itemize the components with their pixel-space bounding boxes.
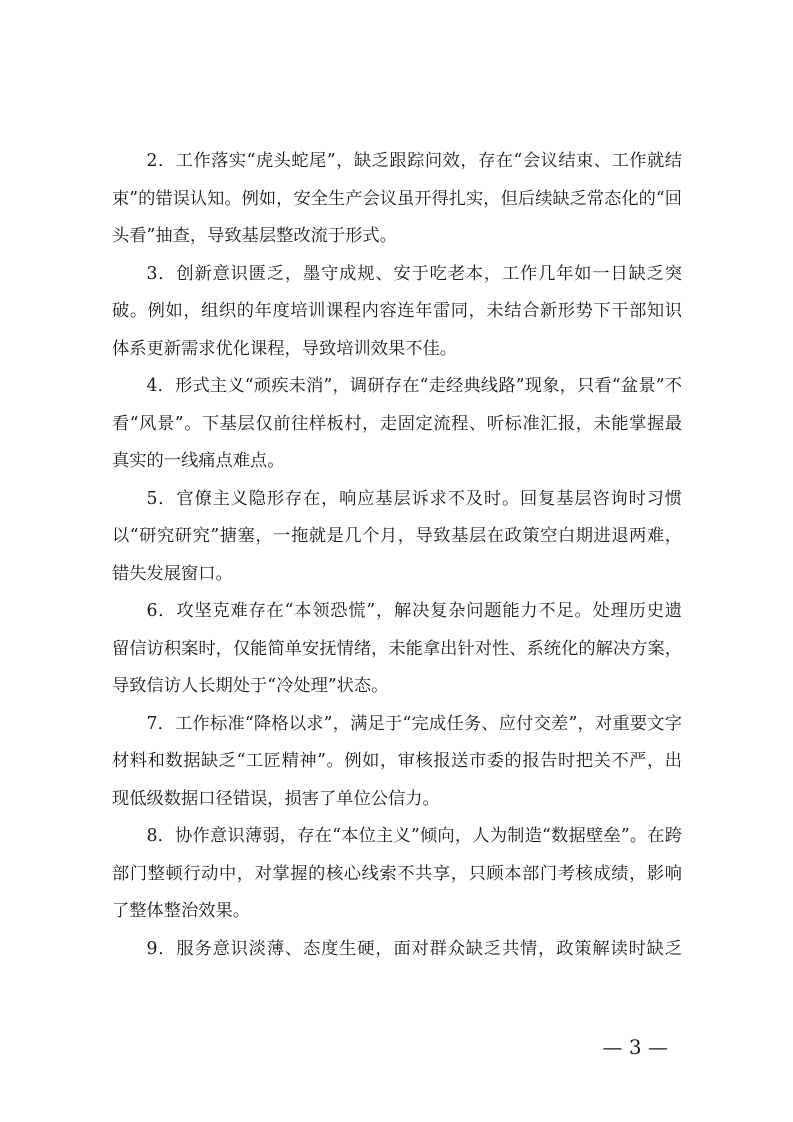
paragraph-line: 导致信访人长期处于“冷处理”状态。 bbox=[112, 676, 389, 696]
paragraph-line: 5．官僚主义隐形存在，响应基层诉求不及时。回复基层咨询时习惯 bbox=[146, 488, 682, 509]
paragraph-line: 4．形式主义“顽疾未消”，调研存在“走经典线路”现象，只看“盆景”不 bbox=[146, 376, 682, 396]
paragraph-line: 真实的一线痛点难点。 bbox=[112, 451, 285, 471]
paragraph-line: 体系更新需求优化课程，导致培训效果不佳。 bbox=[112, 338, 458, 359]
paragraph-line: 头看”抽查，导致基层整改流于形式。 bbox=[112, 226, 397, 246]
page-number: — 3 — bbox=[602, 1035, 668, 1059]
paragraph-line: 错失发展窗口。 bbox=[112, 563, 233, 584]
paragraph-line: 3．创新意识匮乏，墨守成规、安于吃老本，工作几年如一日缺乏突 bbox=[146, 263, 682, 284]
paragraph-line: 6．攻坚克难存在“本领恐慌”，解决复杂问题能力不足。处理历史遗 bbox=[146, 601, 682, 621]
paragraph-line: 破。例如，组织的年度培训课程内容连年雷同，未结合新形势下干部知识 bbox=[112, 301, 682, 321]
paragraph-line: 束”的错误认知。例如，安全生产会议虽开得扎实，但后续缺乏常态化的“回 bbox=[112, 188, 682, 209]
paragraph-item-2 bbox=[112, 143, 682, 256]
body-text bbox=[112, 143, 682, 968]
paragraph-line: 8．协作意识薄弱，存在“本位主义”倾向，人为制造“数据壁垒”。在跨 bbox=[146, 826, 682, 846]
paragraph-line: 部门整顿行动中，对掌握的核心线索不共享，只顾本部门考核成绩，影响 bbox=[112, 863, 682, 884]
paragraph-line: 7．工作标准“降格以求”，满足于“完成任务、应付交差”，对重要文字 bbox=[146, 713, 682, 734]
paragraph-line: 2．工作落实“虎头蛇尾”，缺乏跟踪问效，存在“会议结束、工作就结 bbox=[146, 151, 682, 171]
paragraph-item-7 bbox=[112, 706, 682, 819]
paragraph-item-4 bbox=[112, 368, 682, 481]
paragraph-line: 留信访积案时，仅能简单安抚情绪，未能拿出针对性、系统化的解决方案， bbox=[112, 638, 682, 659]
paragraph-line: 了整体整治效果。 bbox=[112, 901, 251, 921]
paragraph-item-6 bbox=[112, 593, 682, 706]
paragraph-line: 材料和数据缺乏“工匠精神”。例如，审核报送市委的报告时把关不严，出 bbox=[112, 751, 682, 771]
paragraph-line: 9．服务意识淡薄、态度生硬，面对群众缺乏共情，政策解读时缺乏 bbox=[146, 938, 682, 959]
paragraph-item-5 bbox=[112, 481, 682, 594]
paragraph-line: 以“研究研究”搪塞，一拖就是几个月，导致基层在政策空白期进退两难， bbox=[112, 526, 682, 546]
paragraph-item-8 bbox=[112, 818, 682, 931]
paragraph-item-9 bbox=[112, 931, 682, 969]
paragraph-line: 看“风景”。下基层仅前往样板村，走固定流程、听标准汇报，未能掌握最 bbox=[112, 413, 682, 434]
paragraph-line: 现低级数据口径错误，损害了单位公信力。 bbox=[112, 788, 440, 809]
paragraph-item-3 bbox=[112, 256, 682, 369]
